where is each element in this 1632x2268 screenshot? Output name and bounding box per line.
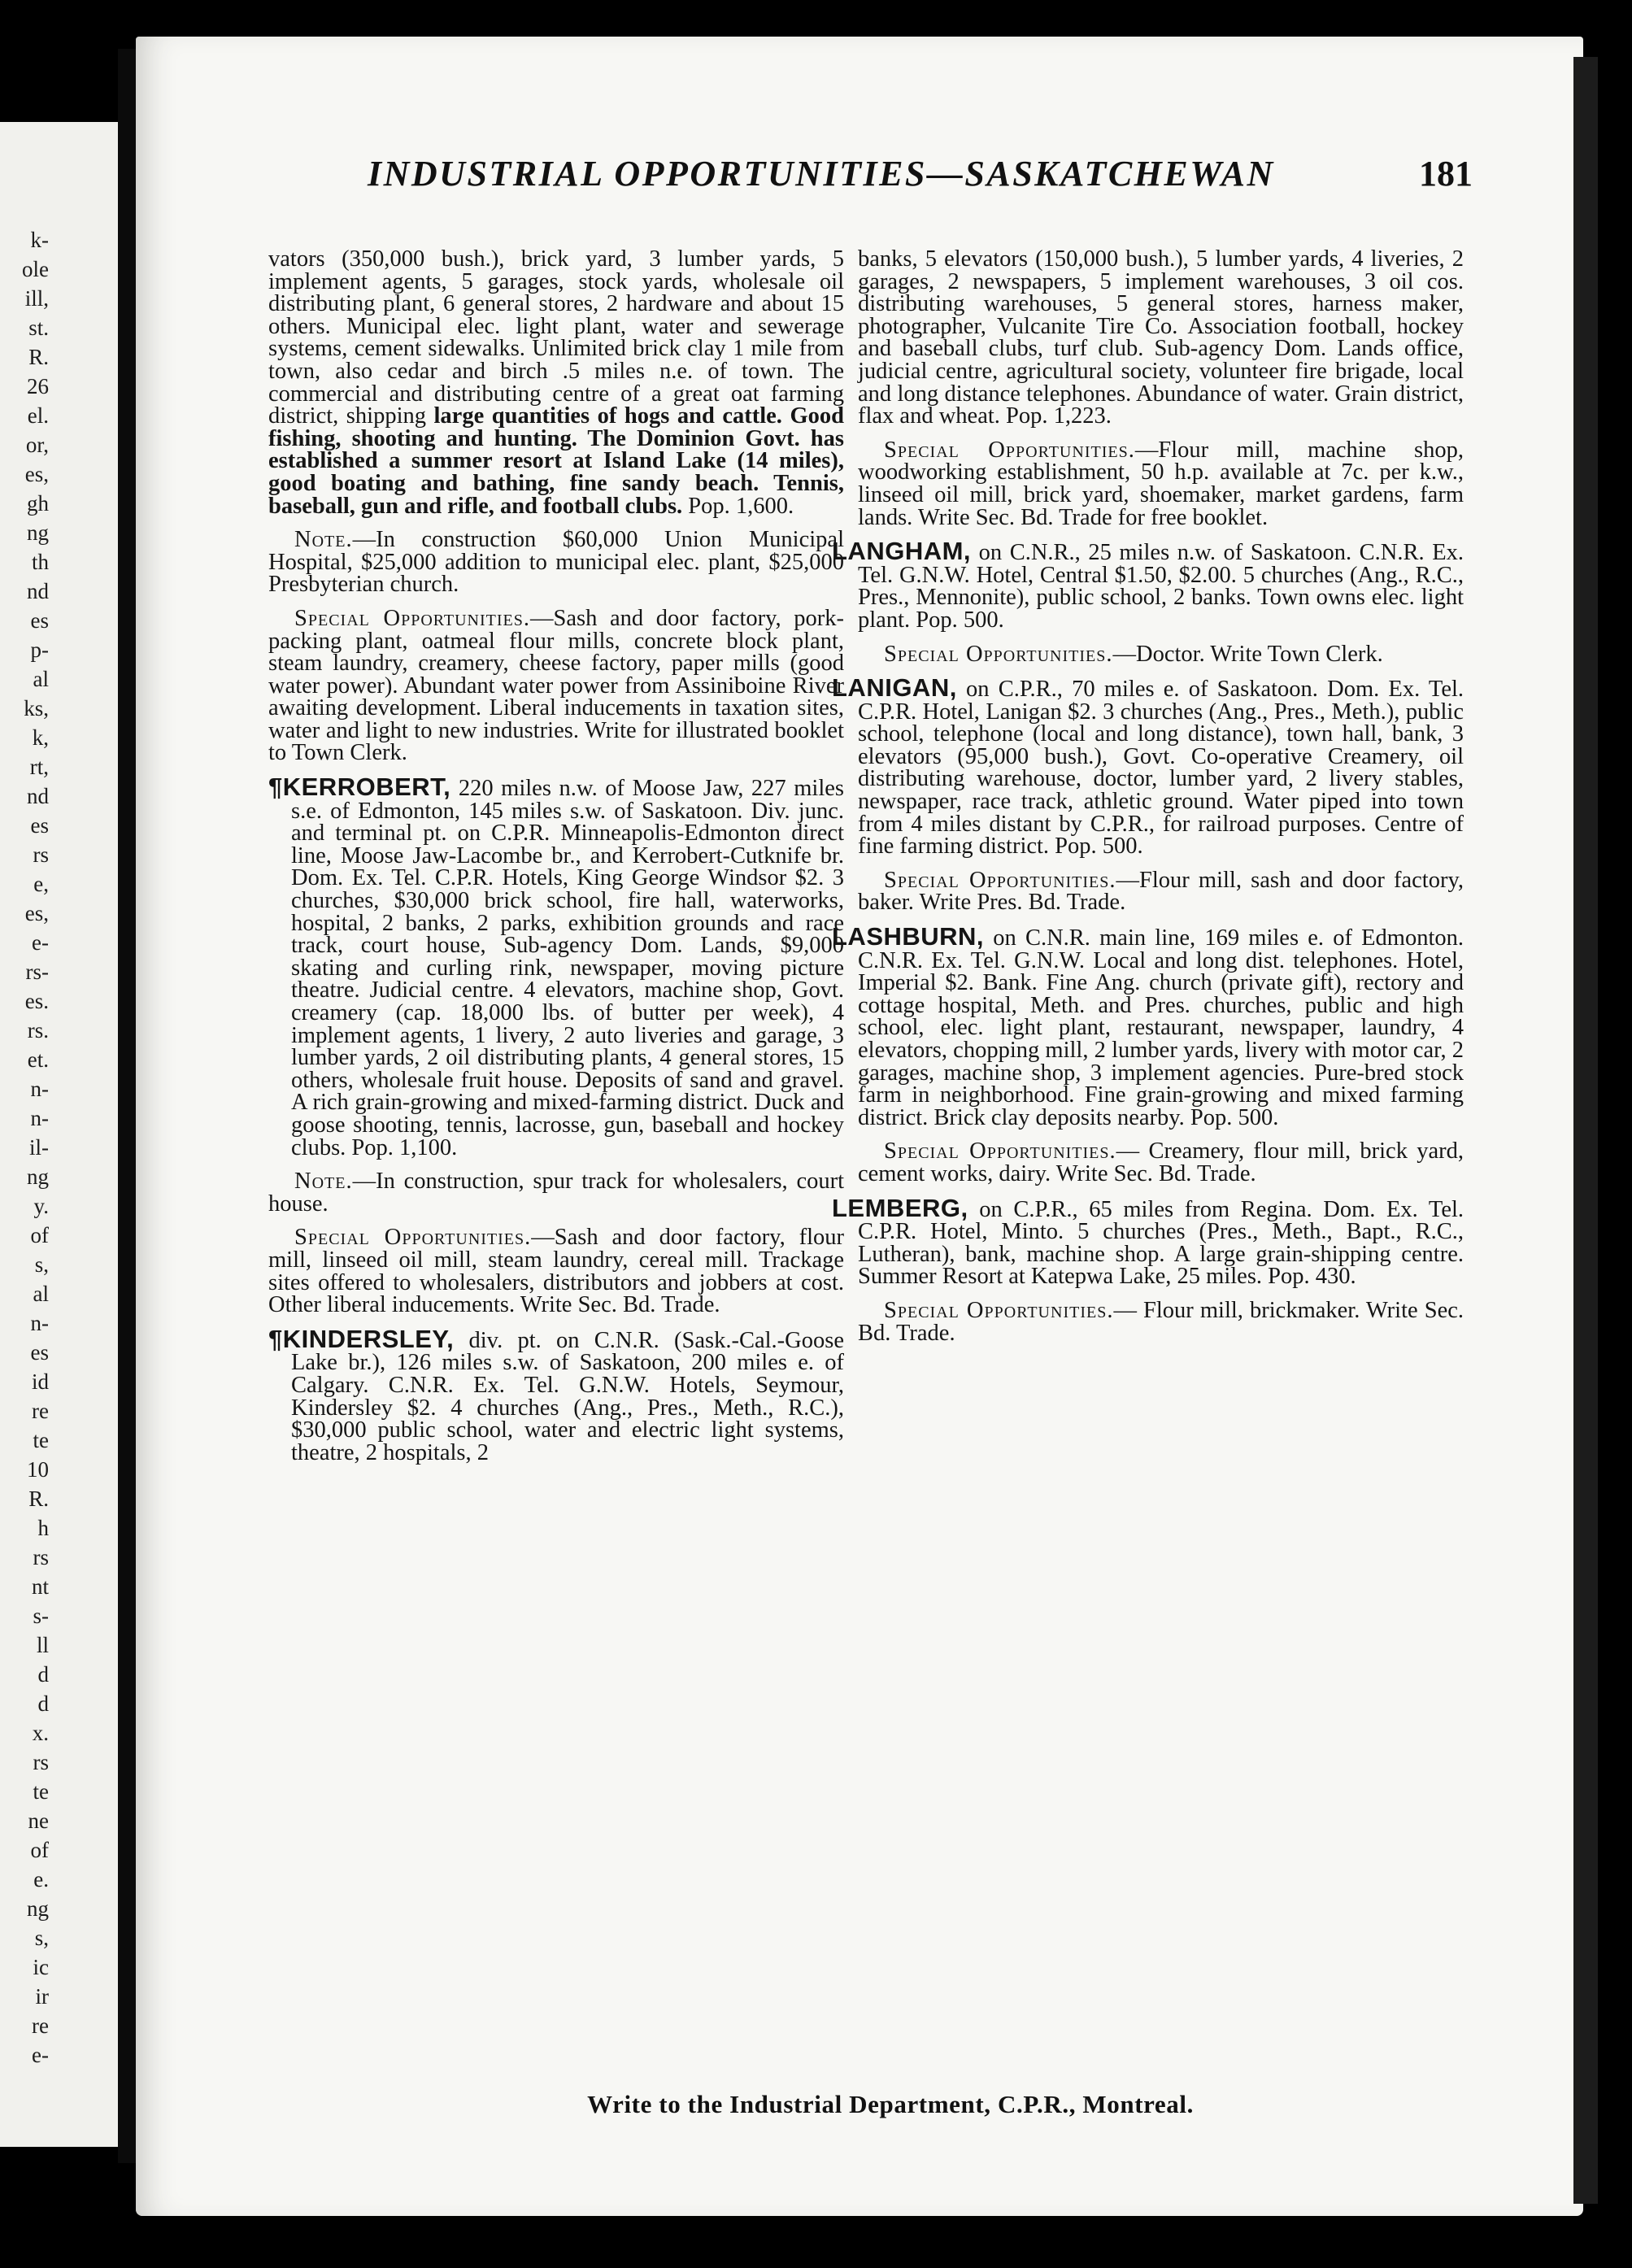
- footer-line: Write to the Industrial Department, C.P.R., Montreal.: [587, 2090, 1194, 2118]
- facing-page-fragment: es,: [24, 901, 49, 925]
- entry-name-lemberg: LEMBERG,: [832, 1193, 968, 1222]
- entry-name-lanigan: LANIGAN,: [832, 673, 957, 703]
- entry-name-lashburn: LASHBURN,: [832, 922, 985, 951]
- special-label-lanigan: Special Opportunities.: [884, 867, 1116, 893]
- facing-page-fragment: il-: [29, 1135, 49, 1160]
- special-text-langham: —Doctor. Write Town Clerk.: [1112, 641, 1383, 667]
- facing-page-fragment: ole: [22, 257, 49, 281]
- facing-page-fragment: th: [31, 550, 49, 574]
- facing-page-fragment: e.: [33, 1867, 49, 1891]
- facing-page-fragment: ng: [27, 1164, 49, 1189]
- special-text-kerrobert: —Sash and door factory, flour mill, linseed oil mill, steam laundry, cereal mill. Trackage sites offered to wholesalers, distributors and jobbers at cost. Other liberal inducements. Write Sec. Bd. Trade.: [268, 1225, 844, 1318]
- special-label-langham: Special Opportunities.: [884, 641, 1113, 667]
- facing-page-fragment: ic: [33, 1955, 49, 1979]
- entry-text-lanigan: on C.P.R., 70 miles e. of Saskatoon. Dom. Ex. Tel. C.P.R. Hotel, Lanigan $2. 3 churches (Ang., Pres., Meth.), public school, telephone (local and long distance), town hall, bank, 3 elevators (95,000 bush.), Govt. Co-operative Creamery, oil distributing warehouse, doctor, lumber yard, 2 livery stables, newspaper, race track, athletic ground. Water piped into town from 4 miles distant by C.P.R., for railroad purposes. Centre of fine farming district. Pop. 500.: [858, 677, 1464, 860]
- special-langham: [858, 643, 1464, 666]
- facing-page-fragment: ill,: [24, 286, 49, 311]
- facing-page-fragment: et.: [27, 1047, 49, 1072]
- entry-langham: [832, 537, 1464, 633]
- continuation-entry-right: [858, 248, 1464, 428]
- facing-page-fragment: d: [37, 1691, 49, 1716]
- note-kerrobert: [268, 1170, 844, 1215]
- facing-page-fragment: n-: [30, 1106, 49, 1130]
- entry-kindersley: [268, 1324, 844, 1465]
- facing-page-fragment: gh: [27, 491, 49, 516]
- facing-page-fragment: y.: [33, 1194, 49, 1218]
- special-text-lemberg: — Flour mill, brickmaker. Write Sec. Bd. Trade.: [858, 1297, 1464, 1346]
- facing-page-fragment: R.: [28, 1487, 49, 1511]
- special-text-lashburn: — Creamery, flour mill, brick yard, cement works, dairy. Write Sec. Bd. Trade.: [858, 1138, 1464, 1186]
- facing-page-fragment: es: [30, 1340, 49, 1365]
- special-text-lanigan: —Flour mill, sash and door factory, baker. Write Pres. Bd. Trade.: [858, 867, 1464, 916]
- entry-text-kerrobert: 220 miles n.w. of Moose Jaw, 227 miles s.e. of Edmonton, 145 miles s.w. of Saskatoon. Div. junc. and terminal pt. on C.P.R. Minneapolis-Edmonton direct line, Moose Jaw-Lacombe br., and Kerrobert-Cutknife br. Dom. Ex. Tel. C.P.R. Hotels, King George Windsor $2. 3 churches, $30,000 brick school, fire hall, waterworks, hospital, 2 banks, 2 parks, exhibition grounds and race track, court house, Sub-agency Dom. Lands, $9,000 skating and curling rink, newspaper, moving picture theatre. Judicial centre. 4 elevators, machine shop, Govt. creamery (cap. 18,000 lbs. of butter per week), 4 implement agents, 1 livery, 2 auto liveries and garage, 3 lumber yards, 2 oil distributing plants, 4 general stores, 15 others, wholesale fruit house. Deposits of sand and gravel. A rich grain-growing and mixed-farming district. Duck and goose shooting, tennis, lacrosse, gun, baseball and hockey clubs. Pop. 1,100.: [291, 776, 844, 1160]
- facing-page-fragment: or,: [25, 433, 49, 457]
- facing-page-fragment: ne: [28, 1809, 49, 1833]
- special-text: —Sash and door factory, pork-packing plant, oatmeal flour mills, concrete block plant, steam laundry, creamery, cheese factory, paper mills (good water power). Abundant water power from Assiniboine River awaiting development. Liberal inducements in taxation sites, water and light to new industries. Write for illustrated booklet to Town Clerk.: [268, 605, 845, 766]
- special-opportunities-right: [858, 439, 1464, 529]
- entry-name-langham: LANGHAM,: [832, 537, 972, 566]
- facing-page-fragment: rs.: [27, 1018, 49, 1043]
- continuation-text-right: banks, 5 elevators (150,000 bush.), 5 lumber yards, 4 liveries, 2 garages, 2 newspapers, 5 implement warehouses, 3 oil cos. distributing warehouses, 5 general stores, harness maker, photographer, Vulcanite Tire Co. Association football, hockey and baseball clubs, turf club. Sub-agency Dom. Lands office, judicial centre, agricultural society, volunteer fire brigade, local and long distance telephones. Abundance of water. Grain district, flax and wheat. Pop. 1,223.: [858, 246, 1464, 429]
- continuation-entry: [268, 248, 844, 517]
- entry-lemberg: [832, 1193, 1464, 1290]
- facing-page-fragment: es.: [24, 989, 49, 1013]
- facing-page-fragment: es: [30, 813, 49, 838]
- facing-page-fragment: e-: [32, 2043, 49, 2067]
- facing-page-fragment: rs: [33, 842, 49, 867]
- facing-page-fragment: k-: [30, 228, 49, 252]
- facing-page-fragment: rs: [33, 1545, 49, 1569]
- facing-page-fragment: id: [31, 1369, 49, 1394]
- entry-kerrobert: [268, 773, 844, 1160]
- special-kerrobert: [268, 1226, 844, 1316]
- facing-page-fragment: al: [33, 1282, 49, 1306]
- entry-name-kindersley: ¶KINDERSLEY,: [268, 1324, 455, 1353]
- facing-page-fragment: te: [33, 1779, 49, 1804]
- facing-page-fragment: of: [30, 1223, 49, 1247]
- entry-text-lemberg: on C.P.R., 65 miles from Regina. Dom. Ex. Tel. C.P.R. Hotel, Minto. 5 churches (Pres., Meth., Bapt., R.C., Lutheran), bank, machine shop. A large grain-shipping centre. Summer Resort at Katepwa Lake, 25 miles. Pop. 430.: [858, 1196, 1464, 1290]
- special-label-kerrobert: Special Opportunities.: [294, 1225, 532, 1251]
- facing-page-fragment: es: [30, 608, 49, 633]
- facing-page-fragment: s-: [33, 1604, 49, 1628]
- continuation-population: Pop. 1,600.: [688, 493, 794, 519]
- page-number: 181: [1419, 154, 1473, 194]
- facing-page-fragment: re: [32, 2013, 49, 2038]
- facing-page-fragment: st.: [28, 316, 49, 340]
- special-label-lashburn: Special Opportunities.: [884, 1138, 1116, 1164]
- special-text-right: —Flour mill, machine shop, woodworking establishment, 50 h.p. available at 7c. per k.w., linseed oil mill, brick yard, shoemaker, market gardens, farm lands. Write Sec. Bd. Trade for free booklet.: [858, 437, 1464, 530]
- special-lemberg: [858, 1299, 1464, 1344]
- adjacent-page-edge: [0, 122, 118, 2147]
- note-paragraph: [268, 529, 844, 596]
- left-column: [268, 248, 844, 1464]
- facing-page-fragment: h: [37, 1516, 49, 1540]
- special-opportunities-paragraph: [268, 607, 844, 764]
- facing-page-fragment: es,: [24, 462, 49, 486]
- facing-page-fragment: rs-: [25, 960, 49, 984]
- facing-page-fragment: s,: [34, 1926, 49, 1950]
- special-label: Special Opportunities.: [294, 605, 531, 631]
- special-label-lemberg: Special Opportunities.: [884, 1297, 1114, 1323]
- facing-page-fragment: d: [37, 1662, 49, 1687]
- entry-lashburn: [832, 922, 1464, 1130]
- note-label-kerrobert: Note.: [294, 1169, 353, 1195]
- facing-page-fragment: rs: [33, 1750, 49, 1774]
- facing-page-fragment: ng: [27, 1896, 49, 1921]
- entry-name-kerrobert: ¶KERROBERT,: [268, 773, 451, 802]
- facing-page-fragment: re: [32, 1399, 49, 1423]
- continuation-text: vators (350,000 bush.), brick yard, 3 lumber yards, 5 implement agents, 5 garages, stock yards, wholesale oil distributing plant, 6 general stores, 2 hardware and about 15 others. Municipal elec. light plant, water and sewerage systems, cement sidewalks. Unlimited brick clay 1 mile from town, also cedar and birch .5 miles n.e. of town. The commercial and distributing centre of a great oat farming district, shipping: [268, 246, 844, 429]
- special-label-right: Special Opportunities.: [884, 437, 1135, 463]
- special-lashburn: [858, 1140, 1464, 1185]
- page-shadow: [1573, 57, 1598, 2204]
- facing-page-fragment: e-: [32, 930, 49, 955]
- facing-page-fragment: k,: [32, 725, 49, 750]
- facing-page-fragment: ll: [36, 1633, 49, 1657]
- book-gutter: [118, 49, 136, 2163]
- facing-page-fragment: p-: [30, 638, 49, 662]
- facing-page-fragment: ir: [35, 1984, 49, 2009]
- facing-page-fragment: s,: [34, 1252, 49, 1277]
- entry-text-kindersley: div. pt. on C.N.R. (Sask.-Cal.-Goose Lake br.), 126 miles s.w. of Saskatoon, 200 miles e. of Calgary. C.N.R. Ex. Tel. G.N.W. Hotels, Seymour, Kindersley $2. 4 churches (Ang., Pres., Meth., R.C.), $30,000 public school, water and electric light systems, theatre, 2 hospitals, 2: [291, 1327, 844, 1465]
- facing-page-fragment: al: [33, 667, 49, 691]
- note-text-kerrobert: —In construction, spur track for wholesalers, court house.: [268, 1169, 844, 1217]
- facing-page-fragment: n-: [30, 1311, 49, 1335]
- note-text: —In construction $60,000 Union Municipal Hospital, $25,000 addition to municipal elec. plant, $25,000 Presbyterian church.: [268, 527, 844, 598]
- continuation-bold-text: large quantities of hogs and cattle. Good fishing, shooting and hunting. The Dominion Govt. has established a summer resort at Island Lake (14 miles), good boating and bathing, fine sandy beach. Tennis, baseball, gun and rifle, and football clubs.: [268, 403, 844, 519]
- facing-page-fragment: el.: [27, 403, 49, 428]
- facing-page-fragment: te: [33, 1428, 49, 1452]
- facing-page-fragment: ks,: [24, 696, 49, 720]
- special-lanigan: [858, 869, 1464, 914]
- note-label: Note.: [294, 527, 353, 553]
- facing-page-fragment: R.: [28, 345, 49, 369]
- facing-page-fragment: of: [30, 1838, 49, 1862]
- facing-page-fragment: nd: [27, 784, 49, 808]
- entry-text-langham: on C.N.R., 25 miles n.w. of Saskatoon. C.N.R. Ex. Tel. G.N.W. Hotel, Central $1.50, $2.00. 5 churches (Ang., R.C., Pres., Mennonite), public school, 2 banks. Town owns elec. light plant. Pop. 500.: [858, 540, 1464, 633]
- facing-page-fragment: rt,: [29, 755, 49, 779]
- entry-lanigan: [832, 673, 1464, 860]
- facing-page-fragment: x.: [32, 1721, 49, 1745]
- facing-page-fragment: e,: [33, 872, 49, 896]
- running-title: INDUSTRIAL OPPORTUNITIES—SASKATCHEWAN: [368, 154, 1275, 194]
- facing-page-fragment: ng: [27, 520, 49, 545]
- right-column: [832, 246, 1464, 1346]
- entry-text-lashburn: on C.N.R. main line, 169 miles e. of Edmonton. C.N.R. Ex. Tel. G.N.W. Local and long dist. telephones. Hotel, Imperial $2. Bank. Fine Ang. church (private gift), rectory and cottage hospital, Meth. and Pres. churches, public and high school, elec. light plant, restaurant, newspaper, laundry, 4 elevators, chopping mill, 2 lumber yards, livery with motor car, 2 garages, machine shop, 3 implement agencies. Pure-bred stock farm in neighborhood. Fine grain-growing and mixed farming district. Brick clay deposits nearby. Pop. 500.: [858, 925, 1464, 1130]
- facing-page-fragment: 10: [27, 1457, 49, 1482]
- facing-page-fragment: 26: [27, 374, 49, 398]
- facing-page-fragment: nd: [27, 579, 49, 603]
- facing-page-fragment: n-: [30, 1077, 49, 1101]
- facing-page-fragment: nt: [31, 1574, 49, 1599]
